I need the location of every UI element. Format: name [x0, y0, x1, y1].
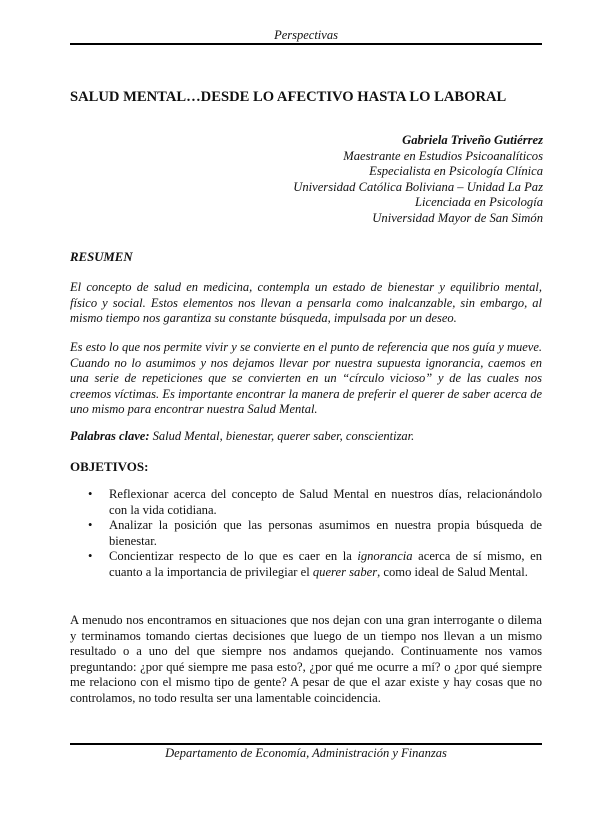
list-item: [88, 549, 542, 580]
keywords-line: [70, 429, 542, 445]
list-item: [88, 518, 542, 549]
running-header: Perspectivas: [274, 28, 338, 42]
list-item: [88, 487, 542, 518]
abstract-paragraph-2: Es esto lo que nos permite vivir y se convierte en el punto de referencia que nos guía y mueve. Cuando no lo asumimos y nos dejamos llevar por nuestra supuesta ignorancia, caemos en una serie de repeticiones que se convierten en un “círculo vicioso” y de las cuales nos creemos víctimas. Es importante encontrar la manera de preferir el querer de saber acerca de uno mismo para encontrar nuestra Salud Mental.: [70, 340, 542, 417]
author-credential: Maestrante en Estudios Psicoanalíticos: [343, 148, 543, 163]
author-credential: Universidad Mayor de San Simón: [372, 210, 543, 225]
keywords-label: Palabras clave:: [70, 429, 150, 443]
abstract-heading: RESUMEN: [70, 250, 133, 264]
objective-text-part: Concientizar respecto de lo que es caer en la: [109, 549, 358, 563]
running-footer: Departamento de Economía, Administración y Finanzas: [165, 746, 447, 760]
keywords-text: Salud Mental, bienestar, querer saber, conscientizar.: [149, 429, 415, 443]
abstract-paragraph-1: El concepto de salud en medicina, contempla un estado de bienestar y equilibrio mental, físico y social. Estos elementos nos llevan a pensarla como inalcanzable, sin embargo, al mismo tiempo nos garantiza su constante búsqueda, impulsada por un deseo.: [70, 280, 542, 326]
bullet-icon: •: [88, 487, 93, 501]
article-title: SALUD MENTAL…DESDE LO AFECTIVO HASTA LO LABORAL: [70, 89, 507, 105]
bullet-icon: •: [88, 518, 93, 532]
objective-emphasis: ignorancia: [357, 549, 413, 563]
author-credential: Especialista en Psicología Clínica: [369, 164, 543, 178]
objectives-heading: OBJETIVOS:: [70, 459, 149, 474]
footer-rule: [70, 743, 542, 745]
author-name: Gabriela Triveño Gutiérrez: [402, 133, 543, 147]
author-credential: Universidad Católica Boliviana – Unidad La Paz: [293, 179, 543, 194]
bullet-icon: •: [88, 549, 93, 563]
author-block: [293, 133, 543, 226]
header-rule: [70, 43, 542, 45]
objective-text: Reflexionar acerca del concepto de Salud Mental en nuestros días, relacionándolo con la vida cotidiana.: [109, 487, 542, 517]
author-credential: Licenciada en Psicología: [414, 195, 543, 209]
objective-text-part: acerca de sí mismo, en cuanto a la importancia de privilegiar el: [109, 549, 542, 579]
objective-emphasis: querer saber: [312, 564, 378, 579]
objective-text: Analizar la posición que las personas asumimos en nuestra propia búsqueda de bienestar.: [109, 518, 542, 548]
objectives-list: [88, 487, 542, 580]
body-paragraph-1: A menudo nos encontramos en situaciones que nos dejan con una gran interrogante o dilema y terminamos tomando ciertas decisiones que luego de un tiempo nos llevan a un mismo resultado o a uno del que siempre nos andamos quejando. Continuamente nos vamos preguntando: ¿por qué siempre me pasa esto?, ¿por qué me ocurre a mí? o ¿por qué siempre me relaciono con el mismo tipo de gente? A pesar de que el azar existe y hay cosas que no controlamos, no todo resulta ser una lamentable coincidencia.: [70, 613, 542, 705]
objective-text-part: , como ideal de Salud Mental.: [377, 564, 528, 579]
